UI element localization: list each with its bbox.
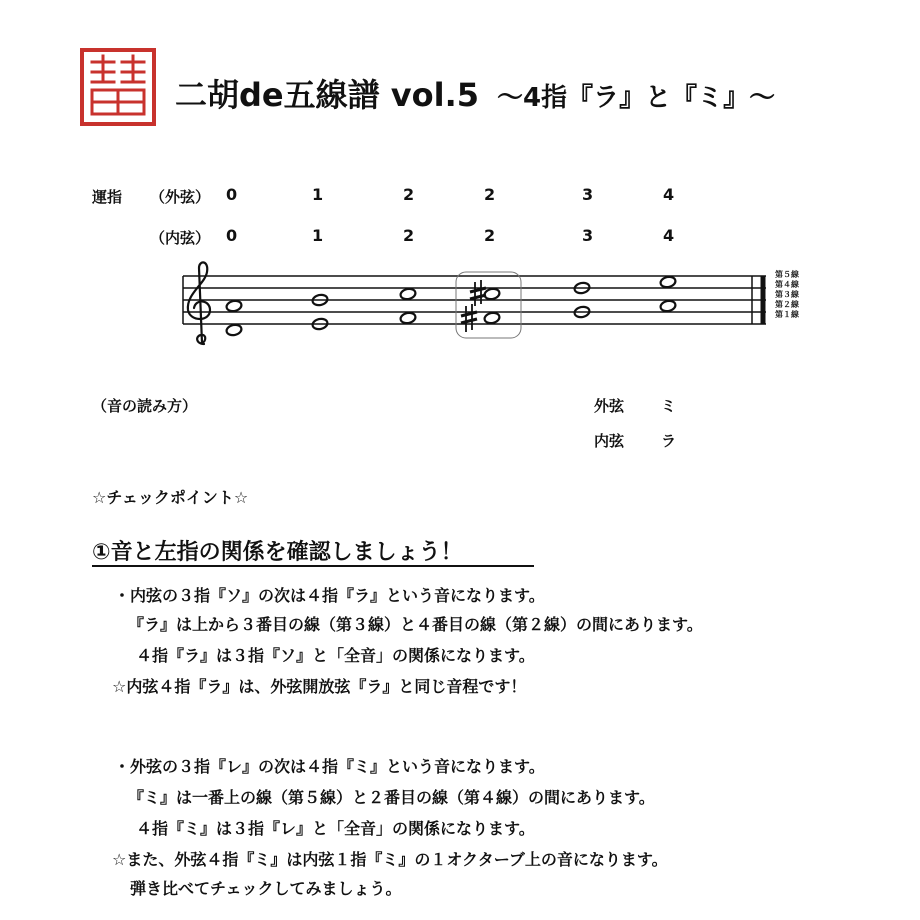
outer-finger-3: 2 xyxy=(403,185,415,204)
inner-finger-6: 4 xyxy=(663,226,675,245)
note-c3-lower xyxy=(400,312,417,325)
reading-outer-label: 外弦 xyxy=(594,397,625,415)
outer-finger-6: 4 xyxy=(663,185,675,204)
title-subtitle: ～4指『ラ』と『ミ』～ xyxy=(497,83,776,113)
note-c6-lower xyxy=(660,300,677,313)
note-c6-upper xyxy=(660,276,677,289)
checkpoint-line-2: 『ラ』は上から３番目の線（第３線）と４番目の線（第２線）の間にあります。 xyxy=(128,615,703,634)
heading-underline xyxy=(92,565,534,567)
line-label-3: 第３線 xyxy=(775,290,799,299)
note-c3-upper xyxy=(400,288,417,301)
checkpoint-line-7: ４指『ミ』は３指『レ』と「全音」の関係になります。 xyxy=(136,819,535,838)
checkpoint-line-8: ☆また、外弦４指『ミ』は内弦１指『ミ』の１オクターブ上の音になります。 xyxy=(112,850,668,869)
line-label-5: 第５線 xyxy=(775,270,799,279)
inner-finger-5: 3 xyxy=(582,226,594,245)
sharp-upper-icon xyxy=(470,280,486,306)
inner-string-label: （内弦） xyxy=(150,229,211,247)
staff-line-labels xyxy=(775,270,799,320)
outer-string-label: （外弦） xyxy=(150,188,211,206)
checkpoint-line-4: ☆内弦４指『ラ』は、外弦開放弦『ラ』と同じ音程です！ xyxy=(112,677,527,696)
inner-finger-3: 2 xyxy=(403,226,415,245)
reading-label: （音の読み方） xyxy=(92,397,198,415)
note-c1-upper xyxy=(226,300,243,313)
checkpoint-line-5: ・外弦の３指『レ』の次は４指『ミ』という音になります。 xyxy=(114,757,545,776)
title-main: 二胡de五線譜 vol.5 xyxy=(175,76,479,114)
outer-finger-2: 1 xyxy=(312,185,324,204)
outer-finger-4: 2 xyxy=(484,185,496,204)
reading-inner-label: 内弦 xyxy=(594,432,625,450)
inner-finger-4: 2 xyxy=(484,226,496,245)
line-label-1: 第１線 xyxy=(775,310,799,319)
reading-outer-note: ミ xyxy=(661,397,677,415)
treble-clef-icon xyxy=(188,262,210,344)
inner-finger-1: 0 xyxy=(226,226,238,245)
line-label-4: 第４線 xyxy=(775,280,799,289)
outer-finger-1: 0 xyxy=(226,185,238,204)
reading-inner-note: ラ xyxy=(661,432,677,450)
checkpoint-line-9: 弾き比べてチェックしてみましょう。 xyxy=(130,879,402,898)
note-c1-lower xyxy=(226,324,243,337)
checkpoint-title: ☆チェックポイント☆ xyxy=(92,488,249,507)
outer-finger-5: 3 xyxy=(582,185,594,204)
checkpoint-line-1: ・内弦の３指『ソ』の次は４指『ラ』という音になります。 xyxy=(114,586,545,605)
checkpoint-line-6: 『ミ』は一番上の線（第５線）と２番目の線（第４線）の間にあります。 xyxy=(128,788,655,807)
line-label-2: 第２線 xyxy=(775,300,799,309)
sharp-lower-icon xyxy=(461,304,477,332)
checkpoint-heading: ①音と左指の関係を確認しましょう！ xyxy=(92,540,463,565)
inner-finger-2: 1 xyxy=(312,226,324,245)
note-c4-lower xyxy=(484,312,501,325)
checkpoint-line-3: ４指『ラ』は３指『ソ』と「全音」の関係になります。 xyxy=(136,646,535,665)
fingering-label: 運指 xyxy=(92,188,123,206)
